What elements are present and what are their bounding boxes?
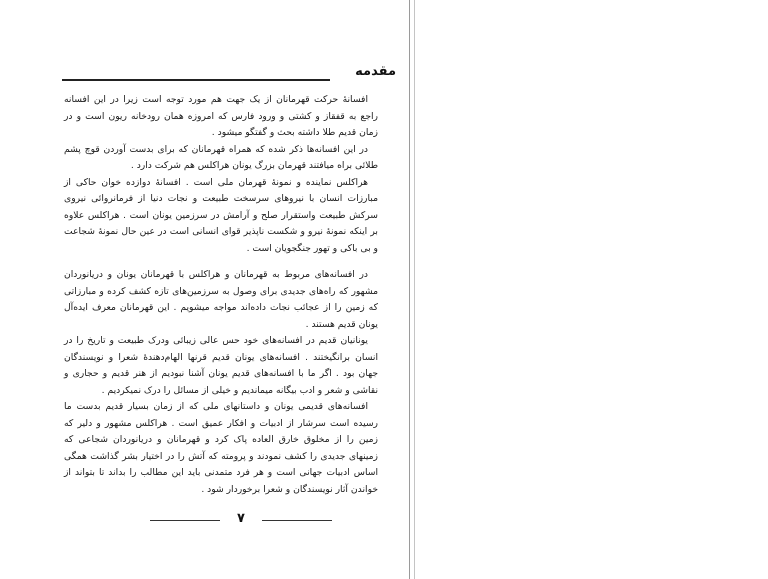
paragraph: افسانهٔ حرکت قهرمانان از یک جهت هم مورد توجه است زیرا در این افسانه راجع به قفقاز و کشتی و ورود فارس که امروزه همان رودخانه ریون است و در زمان قدیم طلا داشته بحث و گفتگو میشود . [64,94,378,138]
gutter-line [414,0,415,579]
page-footer [150,513,332,527]
header-rule [62,79,330,81]
page-right-blank [416,0,768,579]
page-number: ۷ [237,511,245,526]
paragraph: یونانیان قدیم در افسانه‌های خود حس عالی زیبائی ودرک طبیعت و تاریخ را در انسان برانگیختند . افسانه‌های یونان قدیم قرنها الهام‌دهندهٔ شعرا و نویسندگان جهان بود . اگر ما با افسانه‌های قدیم یونان آشنا نبودیم از هنر قدیم و حجاری و نقاشی و شعر و ادب بیگانه میماندیم و خیلی از مسائل را درک نمیکردیم . [64,335,378,396]
paragraph: در این افسانه‌ها ذکر شده که همراه قهرمانان که برای بدست آوردن قوچ پشم طلائی براه میافتند قهرمان بزرگ یونان هراکلس هم شرکت دارد . [64,143,378,171]
page-title: مقدمه [355,64,396,79]
paragraph: هراکلس نماینده و نمونهٔ قهرمان ملی است . افسانهٔ دوازده خوان حاکی از مبارزات انسان با نیروهای سرسخت طبیعت و نجات دنیا از فرمانروائی نیروی سرکش طبیعت واستقرار صلح و آرامش در سرزمین یونان است . هراکلس علاوه بر اینکه نمونهٔ نیرو و شکست ناپذیر قوای انسانی است در عین حال نمونهٔ شجاعت و بی باکی و تهور جنگجویان است . [64,176,378,254]
paragraph: در افسانه‌های مربوط به قهرمانان و هراکلس با قهرمانان یونان و دریانوردان مشهور که راه‌های جدیدی برای وصول به سرزمین‌های تازه کشف کرده و مبارزاتی که زمین را از عجائب نجات داده‌اند مواجه میشویم . این قهرمانان معرف ایده‌آل یونان قدیم هستند . [64,269,378,330]
gutter-line [409,0,410,579]
footer-rule-left [150,520,220,521]
paragraph: افسانه‌های قدیمی یونان و داستانهای ملی که از زمان بسیار قدیم بدست ما رسیده است سرشار از ادبیات و افکار عمیق است . هراکلس مشهور و دلیر که زمین را از مخلوق خارق العاده پاک کرد و قهرمانان و دریانوردان شجاعی که زمینهای جدیدی را کشف نمودند و پرومته که آتش را در اختیار بشر گذاشت همگی اساس ادبیات جهانی است و هر فرد متمدنی باید این مطالب را بداند تا بتواند از خواندن آثار نویسندگان و شعرا برخوردار شود . [64,401,378,495]
body-text [64,92,378,498]
footer-rule-right [262,520,332,521]
